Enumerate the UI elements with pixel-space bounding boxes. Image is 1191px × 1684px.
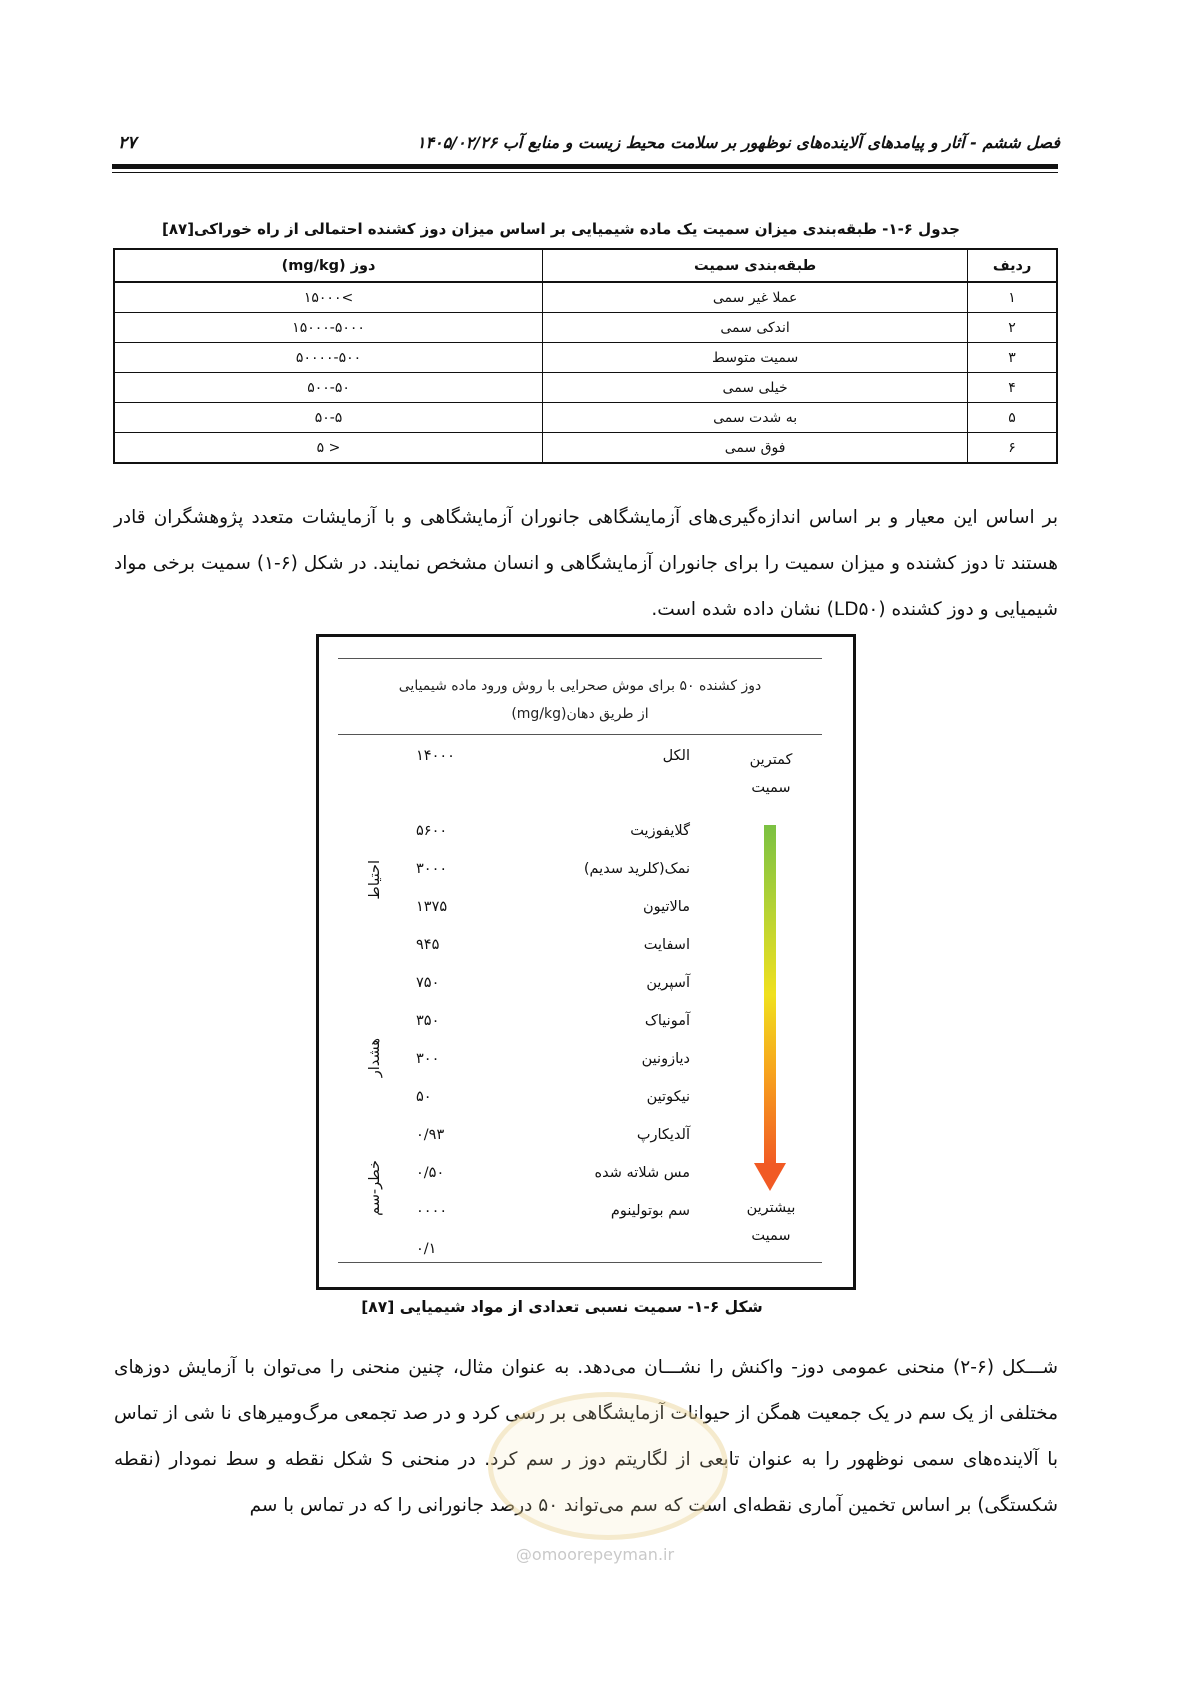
chemical-dose: ۰/۹۳ <box>416 1127 445 1143</box>
chemical-name: گلایفوزیت <box>630 823 690 839</box>
chemical-dose: ۹۴۵ <box>416 937 440 953</box>
watermark-seal-logo <box>488 1392 728 1540</box>
header-toxicity-class: طبقه‌بندی سمیت <box>543 249 968 282</box>
body-paragraph-1: بر اساس این معیار و بر اساس اندازه‌گیری‌های آزمایشگاهی جانوران آزمایشگاهی و با آزمایشات متعدد پژوهشگران قادر هستند تا دوز کشنده و میزان سمیت را برای جانوران آزمایشگاهی و انسان مشخص نمایند. در شکل (۶-۱) سمیت برخی مواد شیمیایی و دوز کشنده (LD۵۰) نشان داده شده است. <box>114 507 1058 620</box>
cell-row-number: ۴ <box>968 373 1057 403</box>
chemical-name: دیازونین <box>641 1051 690 1067</box>
cell-row-number: ۲ <box>968 313 1057 343</box>
table-row <box>114 373 1057 403</box>
chemical-dose: ۰۰۰۰ <box>416 1203 448 1219</box>
chemical-dose: ۱۳۷۵ <box>416 899 448 915</box>
cell-toxicity-class: فوق سمی <box>543 433 968 464</box>
table-row <box>114 403 1057 433</box>
header-rule-thin <box>112 172 1058 173</box>
table-row <box>114 433 1057 464</box>
watermark-text: @omoorepeyman.ir <box>515 1545 675 1564</box>
chemical-dose: ۵۶۰۰ <box>416 823 448 839</box>
chemical-name: آسپرین <box>646 975 690 991</box>
chemical-dose: ۱۴۰۰۰ <box>416 748 455 764</box>
figure-top-rule <box>338 658 822 659</box>
cell-dose: < ۵ <box>114 433 543 464</box>
cell-toxicity-class: به شدت سمی <box>543 403 968 433</box>
running-header-title: فصل ششم - آثار و پیامدهای آلاینده‌های نوظهور بر سلامت محیط زیست و منابع آب ۱۴۰۵/۰۲/۲۶ <box>416 133 1060 152</box>
header-rule <box>112 164 1058 169</box>
chemical-name: نیکوتین <box>646 1089 690 1105</box>
body-paragraph-2: شـــکل (۶-۲) منحنی عمومی دوز- واکنش را نشـــان می‌دهد. به عنوان مثال، چنین منحنی را می‌توان با آزمایش دوزهای مختلفی از یک سم در یک جمعیت همگن از حیوانات آزمایشگاهی بر رسی کرد و در صد تجمعی مرگ‌ومیرهای نا شی از تماس با آلاینده‌های سمی نوظهور را به عنوان تابعی از لگاریتم دوز ر سم کرد. در منحنی S شکل نقطه و سط نمودار (نقطه شکستگی) بر اساس تخمین آماری نقطه‌ای است که سم می‌تواند ۵۰ درصد جانورانی را که در تماس با سم <box>114 1357 1058 1516</box>
arrow-down-icon <box>754 1163 786 1191</box>
table-row <box>114 313 1057 343</box>
cell-row-number: ۶ <box>968 433 1057 464</box>
table-row <box>114 343 1057 373</box>
chemical-dose: ۰/۱ <box>416 1241 437 1257</box>
zone-warning-label: هشدار <box>367 1038 383 1078</box>
chemical-name: الکل <box>662 748 690 764</box>
most-toxic-label: بیشترین سمیت <box>746 1200 796 1244</box>
cell-toxicity-class: سمیت متوسط <box>543 343 968 373</box>
cell-toxicity-class: خیلی سمی <box>543 373 968 403</box>
table-header-row <box>114 249 1057 282</box>
table-caption: جدول ۶-۱- طبقه‌بندی میزان سمیت یک ماده شیمیایی بر اساس میزان دوز کشنده احتمالی از راه خوراکی[۸۷] <box>162 220 960 238</box>
figure-title-line-2: از طریق دهان(mg/kg) <box>511 706 649 722</box>
chemical-dose: ۵۰ <box>416 1089 432 1105</box>
chemical-name: نمک(کلرید سدیم) <box>583 861 690 877</box>
toxicity-gradient-bar <box>764 825 776 1165</box>
least-toxic-label: کمترین سمیت <box>749 752 793 796</box>
cell-dose: ۵۰۰۰۰-۵۰۰ <box>114 343 543 373</box>
chemical-dose: ۰/۵۰ <box>416 1165 445 1181</box>
table-row <box>114 282 1057 313</box>
chemical-dose: ۳۰۰۰ <box>416 861 448 877</box>
cell-dose: ۱۵۰۰۰-۵۰۰۰ <box>114 313 543 343</box>
toxicity-table <box>113 248 1058 464</box>
cell-row-number: ۱ <box>968 282 1057 313</box>
chemical-name: مالاتیون <box>642 899 690 915</box>
zone-danger-label: خطر-سم <box>367 1160 383 1216</box>
chemical-name: مس شلاته شده <box>594 1165 690 1181</box>
page-number: ۲۷ <box>118 133 137 153</box>
figure-bottom-rule <box>338 1262 822 1263</box>
chemical-name: اسفایت <box>643 937 690 953</box>
chemical-name: سم بوتولینوم <box>610 1203 690 1219</box>
figure-caption: شکل ۶-۱- سمیت نسبی تعدادی از مواد شیمیایی [۸۷] <box>361 1298 763 1316</box>
cell-dose: ۵۰۰-۵۰ <box>114 373 543 403</box>
cell-toxicity-class: اندکی سمی <box>543 313 968 343</box>
header-row-number: ردیف <box>968 249 1057 282</box>
cell-row-number: ۳ <box>968 343 1057 373</box>
chemical-dose: ۳۵۰ <box>416 1013 440 1029</box>
cell-dose: >۱۵۰۰۰ <box>114 282 543 313</box>
header-dose: دوز (mg/kg) <box>114 249 543 282</box>
figure-title-line-1: دوز کشنده ۵۰ برای موش صحرایی با روش ورود ماده شیمیایی <box>398 678 762 694</box>
chemical-name: آلدیکارپ <box>636 1127 690 1143</box>
cell-row-number: ۵ <box>968 403 1057 433</box>
zone-caution-label: احتیاط <box>367 860 383 900</box>
cell-dose: ۵۰-۵ <box>114 403 543 433</box>
chemical-dose: ۳۰۰ <box>416 1051 440 1067</box>
figure-title <box>338 672 822 728</box>
cell-toxicity-class: عملا غیر سمی <box>543 282 968 313</box>
chemical-dose: ۷۵۰ <box>416 975 440 991</box>
figure-title-rule <box>338 734 822 735</box>
chemical-name: آمونیاک <box>644 1013 690 1029</box>
